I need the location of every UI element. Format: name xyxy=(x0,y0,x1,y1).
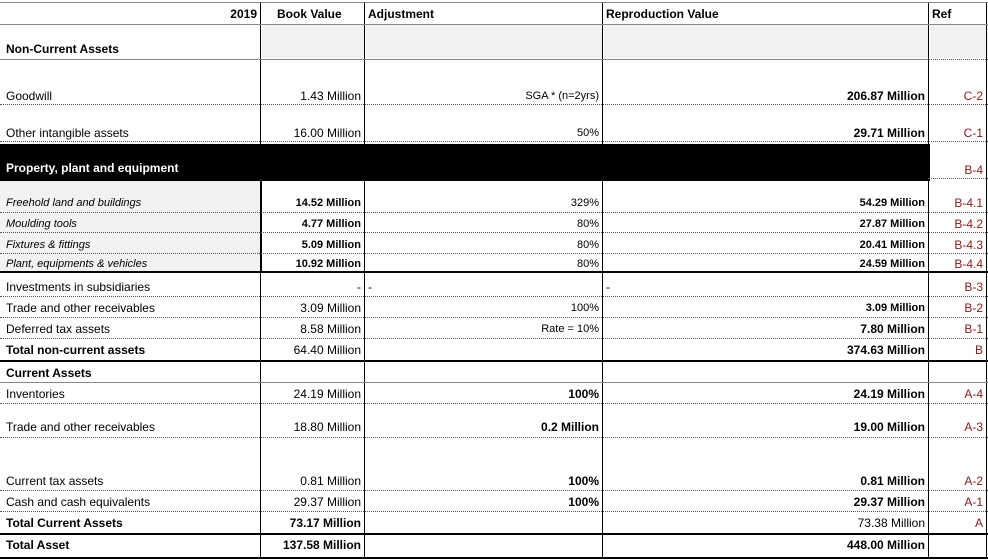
row-current-tax-adj: 100% xyxy=(568,474,599,488)
ref-dot-1 xyxy=(928,59,988,60)
row-goodwill-label: Goodwill xyxy=(6,89,53,103)
row-deferred-adj: Rate = 10% xyxy=(541,323,599,335)
row-total-nc-repro: 374.63 Million xyxy=(846,343,925,357)
row-deferred-repro: 7.80 Million xyxy=(860,322,925,336)
row-trade-nc-book: 3.09 Million xyxy=(300,301,361,315)
row-cash-repro: 29.37 Million xyxy=(853,495,925,509)
row-moulding-ref: B-4.2 xyxy=(954,217,983,231)
row-trade-c-label: Trade and other receivables xyxy=(6,420,155,434)
total-c-border xyxy=(0,533,988,535)
row-trade-nc-label: Trade and other receivables xyxy=(6,301,155,315)
section-current: Current Assets xyxy=(6,366,92,380)
fixtures-border xyxy=(0,253,988,254)
row-goodwill-repro: 206.87 Million xyxy=(846,89,925,103)
col-divider-1 xyxy=(260,3,261,558)
row-current-tax-book: 0.81 Million xyxy=(300,474,361,488)
goodwill-border xyxy=(0,104,988,105)
row-total-nc-label: Total non-current assets xyxy=(6,343,146,357)
ppe-ref-border xyxy=(928,178,988,179)
trade-nc-border xyxy=(0,317,988,318)
row-intangible-repro: 29.71 Million xyxy=(853,126,925,140)
bottom-border xyxy=(0,557,988,559)
ppe-thick-divider xyxy=(260,181,262,272)
header-adjustment: Adjustment xyxy=(368,7,434,21)
row-fixtures-label: Fixtures & fittings xyxy=(6,239,91,251)
row-inventories-ref: A-4 xyxy=(964,387,983,401)
intangible-border xyxy=(0,141,988,142)
row-current-tax-label: Current tax assets xyxy=(6,474,104,488)
row-total-asset-label: Total Asset xyxy=(6,538,70,552)
row-plant-adj: 80% xyxy=(576,258,599,270)
row-investments-book: - xyxy=(357,280,361,294)
row-freehold-adj: 329% xyxy=(570,197,599,209)
row-inventories-adj: 100% xyxy=(568,387,599,401)
investments-border xyxy=(0,296,988,297)
repro-shaded-header xyxy=(604,25,928,58)
bookvalue-shaded-header xyxy=(262,25,364,58)
row-moulding-book: 4.77 Million xyxy=(301,218,361,230)
moulding-border xyxy=(0,232,988,233)
row-trade-c-adj: 0.2 Million xyxy=(540,420,599,434)
row-trade-c-book: 18.80 Million xyxy=(293,420,361,434)
col-divider-4 xyxy=(928,3,929,558)
row-plant-ref: B-4.4 xyxy=(954,257,983,271)
row-inventories-book: 24.19 Million xyxy=(293,387,361,401)
header-year: 2019 xyxy=(230,7,257,21)
row-cash-label: Cash and cash equivalents xyxy=(6,495,151,509)
row-total-nc-book: 64.40 Million xyxy=(293,343,361,357)
row-moulding-label: Moulding tools xyxy=(6,218,77,230)
row-intangible-adj: 50% xyxy=(576,127,599,139)
header-reproduction-value: Reproduction Value xyxy=(606,7,719,21)
current-section-border xyxy=(0,382,988,383)
row-inventories-label: Inventories xyxy=(6,387,65,401)
row-trade-c-ref: A-3 xyxy=(964,420,983,434)
total-nc-border xyxy=(0,360,988,362)
deferred-border xyxy=(0,338,988,339)
section-nc-border xyxy=(0,59,928,60)
row-ppe-ref: B-4 xyxy=(964,163,983,177)
row-cash-ref: A-1 xyxy=(964,495,983,509)
row-plant-book: 10.92 Million xyxy=(295,258,361,270)
header-ref: Ref xyxy=(932,7,952,21)
row-plant-label: Plant, equipments & vehicles xyxy=(6,258,148,270)
cash-border xyxy=(0,511,988,512)
row-moulding-adj: 80% xyxy=(576,218,599,230)
row-trade-c-repro: 19.00 Million xyxy=(853,420,925,434)
row-investments-ref: B-3 xyxy=(964,280,983,294)
row-total-nc-ref: B xyxy=(974,343,983,357)
row-investments-label: Investments in subsidiaries xyxy=(6,280,151,294)
trade-c-border xyxy=(0,437,988,438)
row-deferred-book: 8.58 Million xyxy=(300,322,361,336)
row-deferred-ref: B-1 xyxy=(964,322,983,336)
row-trade-nc-adj: 100% xyxy=(570,302,599,314)
row-cash-book: 29.37 Million xyxy=(293,495,361,509)
col-divider-5 xyxy=(986,3,987,558)
row-trade-nc-ref: B-2 xyxy=(964,301,983,315)
row-total-c-ref: A xyxy=(974,516,983,530)
row-total-c-book: 73.17 Million xyxy=(289,516,361,530)
plant-border xyxy=(0,271,988,273)
top-border xyxy=(0,2,988,3)
col-divider-3 xyxy=(602,3,603,558)
row-intangible-label: Other intangible assets xyxy=(6,126,129,140)
row-intangible-book: 16.00 Million xyxy=(293,126,361,140)
row-total-asset-book: 137.58 Million xyxy=(282,538,361,552)
row-current-tax-repro: 0.81 Million xyxy=(860,474,925,488)
freehold-border xyxy=(0,212,988,213)
row-freehold-repro: 54.29 Million xyxy=(859,197,925,209)
row-fixtures-adj: 80% xyxy=(576,239,599,251)
row-fixtures-ref: B-4.3 xyxy=(954,238,983,252)
row-moulding-repro: 27.87 Million xyxy=(859,218,925,230)
header-bottom-border xyxy=(0,24,988,25)
adjustment-shaded-header xyxy=(366,25,602,58)
row-intangible-ref: C-1 xyxy=(963,126,983,140)
row-goodwill-adj: SGA * (n=2yrs) xyxy=(525,90,599,102)
section-ppe: Property, plant and equipment xyxy=(6,161,179,175)
row-inventories-repro: 24.19 Million xyxy=(853,387,925,401)
row-freehold-book: 14.52 Million xyxy=(295,197,361,209)
row-investments-repro: - xyxy=(606,280,610,294)
row-trade-nc-repro: 3.09 Million xyxy=(865,302,925,314)
ref-shaded-header xyxy=(930,25,988,58)
header-book-value: Book Value xyxy=(277,7,342,21)
row-freehold-ref: B-4.1 xyxy=(954,196,983,210)
row-freehold-label: Freehold land and buildings xyxy=(6,197,142,209)
row-cash-adj: 100% xyxy=(568,495,599,509)
row-fixtures-repro: 20.41 Million xyxy=(859,239,925,251)
row-goodwill-book: 1.43 Million xyxy=(300,89,361,103)
row-total-c-repro: 73.38 Million xyxy=(857,516,925,530)
row-current-tax-ref: A-2 xyxy=(964,474,983,488)
current-tax-border xyxy=(0,490,988,491)
row-total-c-label: Total Current Assets xyxy=(6,516,123,530)
row-deferred-label: Deferred tax assets xyxy=(6,322,111,336)
section-non-current: Non-Current Assets xyxy=(6,42,119,56)
row-total-asset-repro: 448.00 Million xyxy=(846,538,925,552)
row-plant-repro: 24.59 Million xyxy=(859,258,925,270)
row-fixtures-book: 5.09 Million xyxy=(301,239,361,251)
col-divider-2 xyxy=(364,3,365,558)
inventories-border xyxy=(0,403,988,404)
row-goodwill-ref: C-2 xyxy=(963,89,983,103)
row-investments-adj: - xyxy=(368,280,372,294)
